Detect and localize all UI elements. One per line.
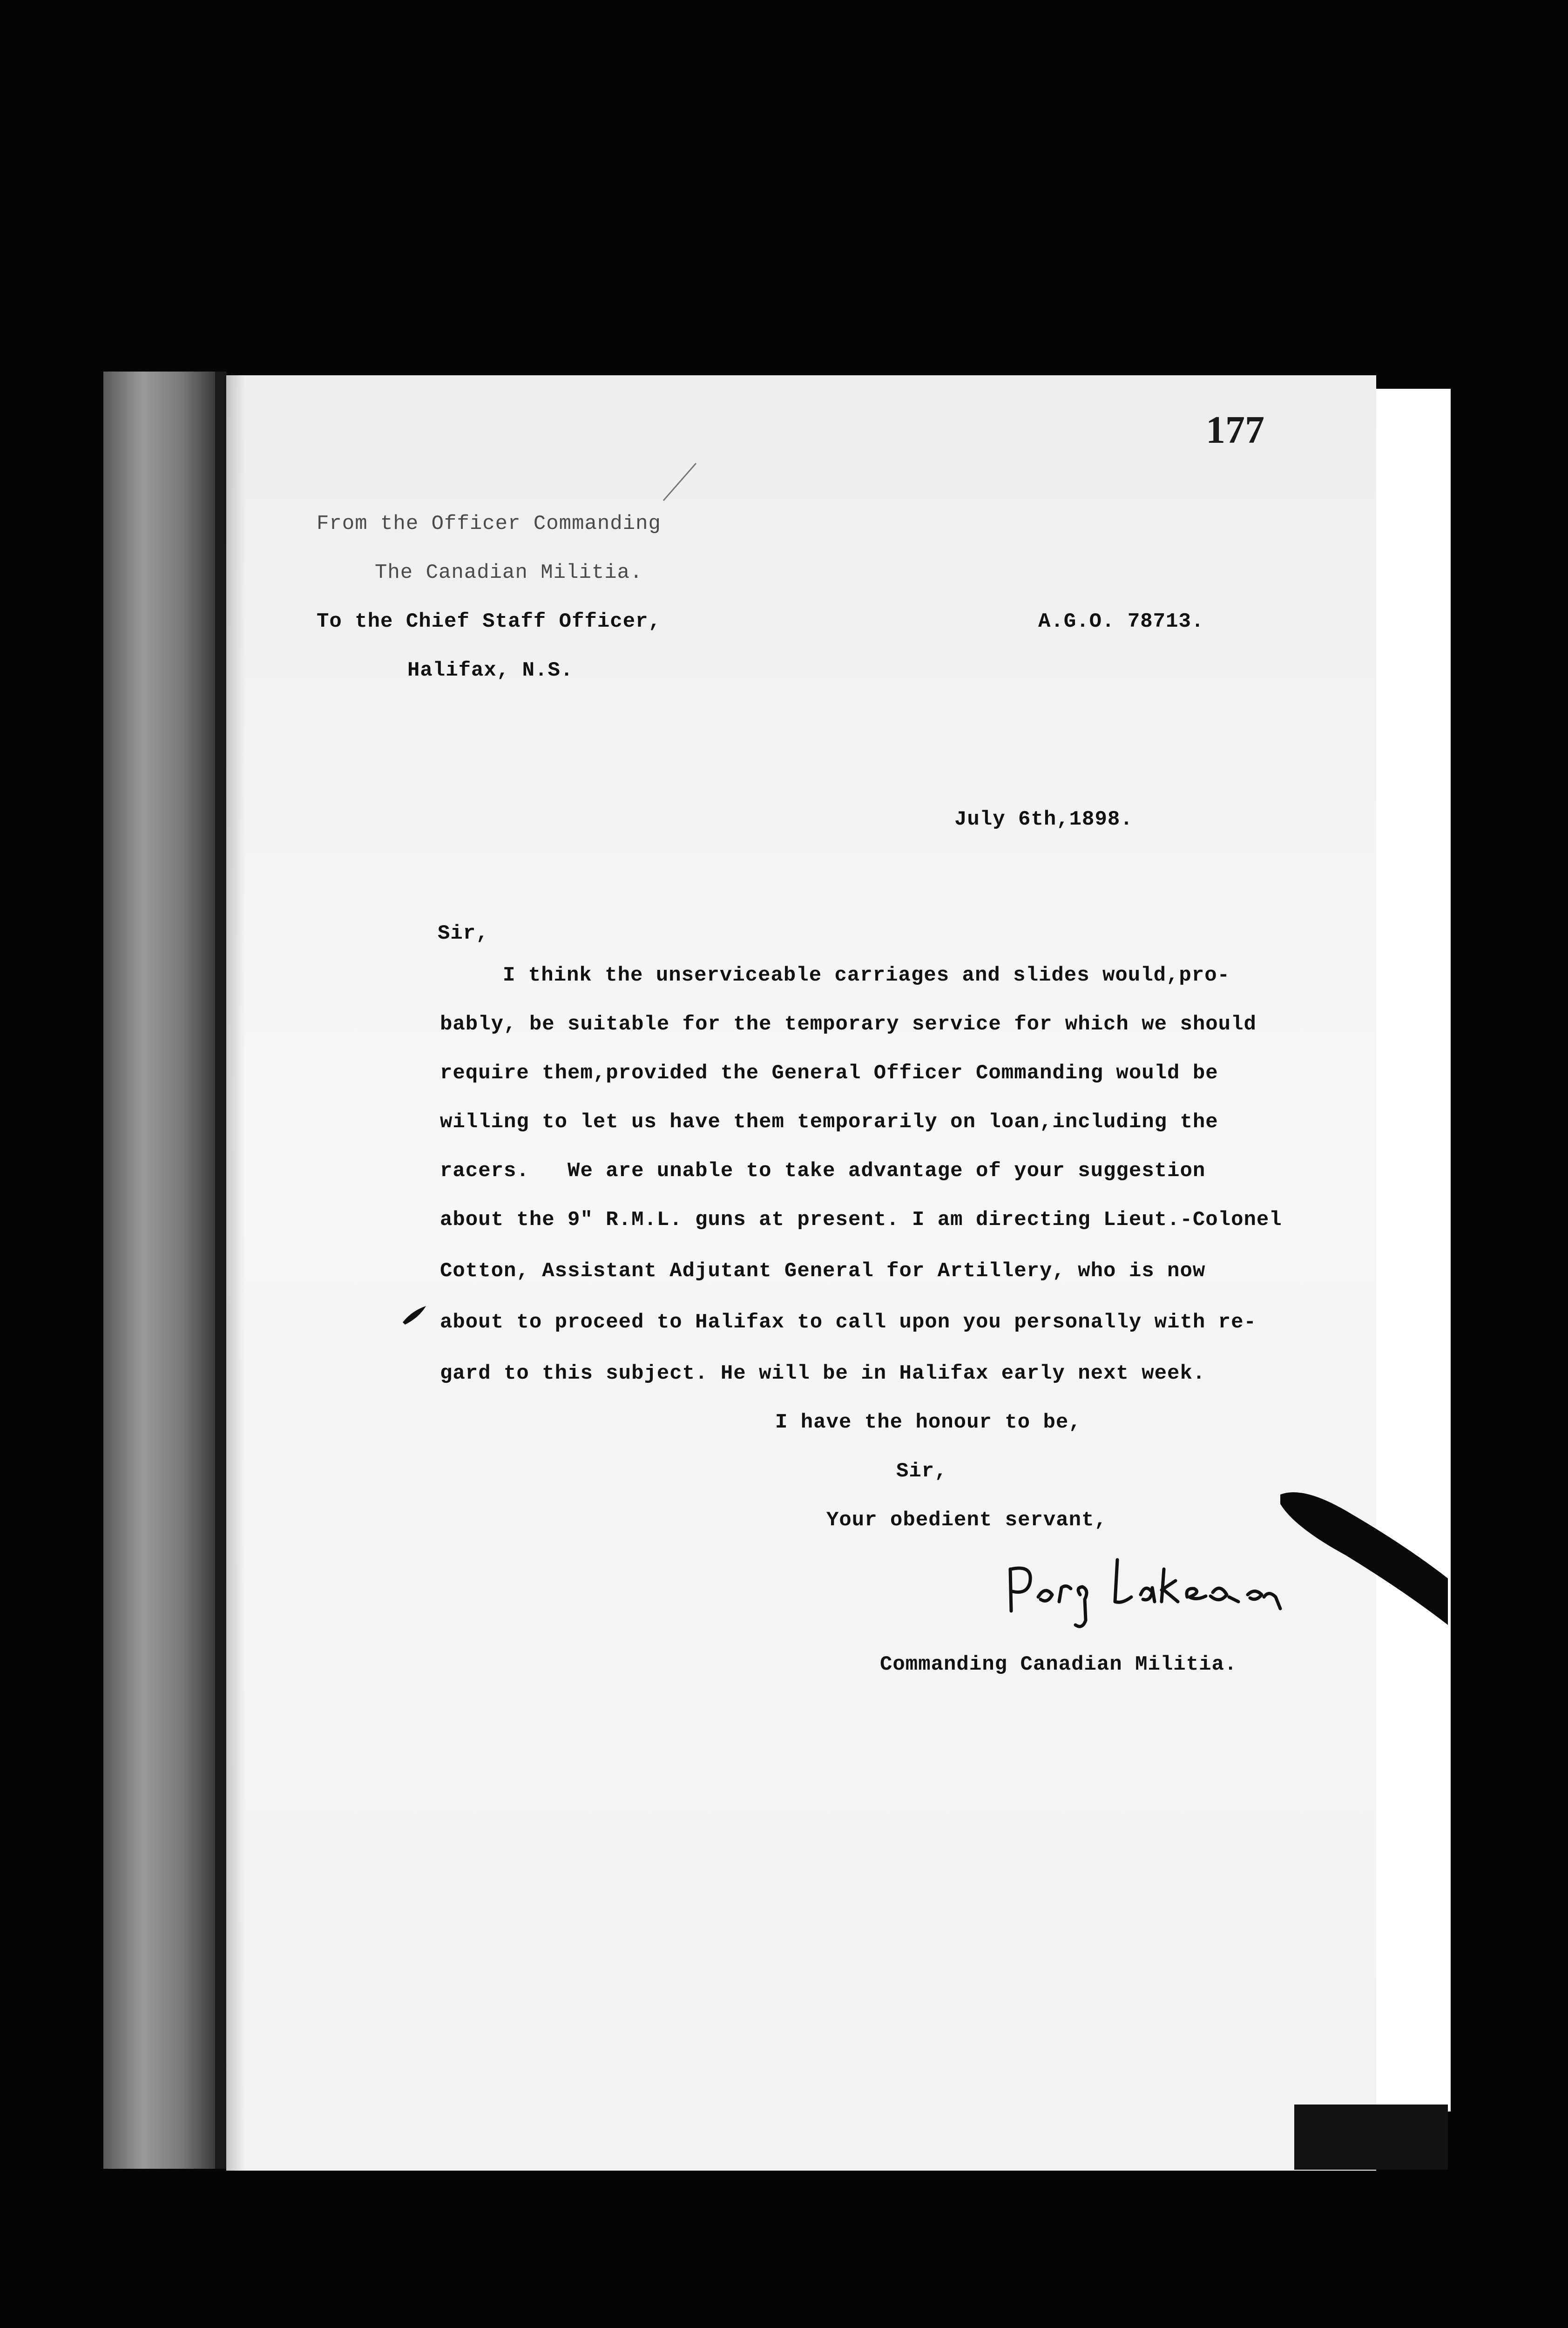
closing-valediction: Your obedient servant, [826, 1509, 1107, 1532]
handwritten-signature [1001, 1550, 1299, 1639]
body-line: gard to this subject. He will be in Halifax early next week. [440, 1362, 1206, 1385]
closing-salutation: Sir, [896, 1460, 947, 1483]
closing-line: I have the honour to be, [775, 1411, 1081, 1434]
body-line: require them,provided the General Officer Commanding would be [440, 1062, 1218, 1085]
body-line: I think the unserviceable carriages and slides would,pro- [503, 964, 1230, 987]
binding-edge [215, 372, 226, 2169]
pencil-mark [661, 461, 698, 503]
body-line: willing to let us have them temporarily on loan,including the [440, 1110, 1218, 1134]
body-line: about to proceed to Halifax to call upon you personally with re- [440, 1311, 1257, 1334]
letter-opener-shadow [1276, 1485, 1448, 1625]
page-number: 177 [1206, 408, 1264, 452]
to-line-1: To the Chief Staff Officer, [317, 610, 661, 633]
from-line-2: The Canadian Militia. [375, 561, 643, 584]
binding-strip [103, 372, 215, 2169]
body-line: bably, be suitable for the temporary service for which we should [440, 1013, 1257, 1036]
letter-date: July 6th,1898. [954, 808, 1133, 831]
reference-number: A.G.O. 78713. [1038, 610, 1204, 633]
body-line: racers. We are unable to take advantage of your suggestion [440, 1159, 1206, 1183]
body-line: Cotton, Assistant Adjutant General for Artillery, who is now [440, 1259, 1206, 1283]
from-line-1: From the Officer Commanding [317, 512, 661, 535]
body-line: about the 9" R.M.L. guns at present. I am directing Lieut.-Colonel [440, 1208, 1282, 1232]
ink-mark [400, 1304, 428, 1327]
salutation: Sir, [438, 922, 489, 945]
page-shadow [226, 375, 245, 2171]
to-line-2: Halifax, N.S. [407, 659, 574, 682]
page-corner-shadow [1294, 2105, 1448, 2170]
signature-title: Commanding Canadian Militia. [880, 1653, 1237, 1676]
